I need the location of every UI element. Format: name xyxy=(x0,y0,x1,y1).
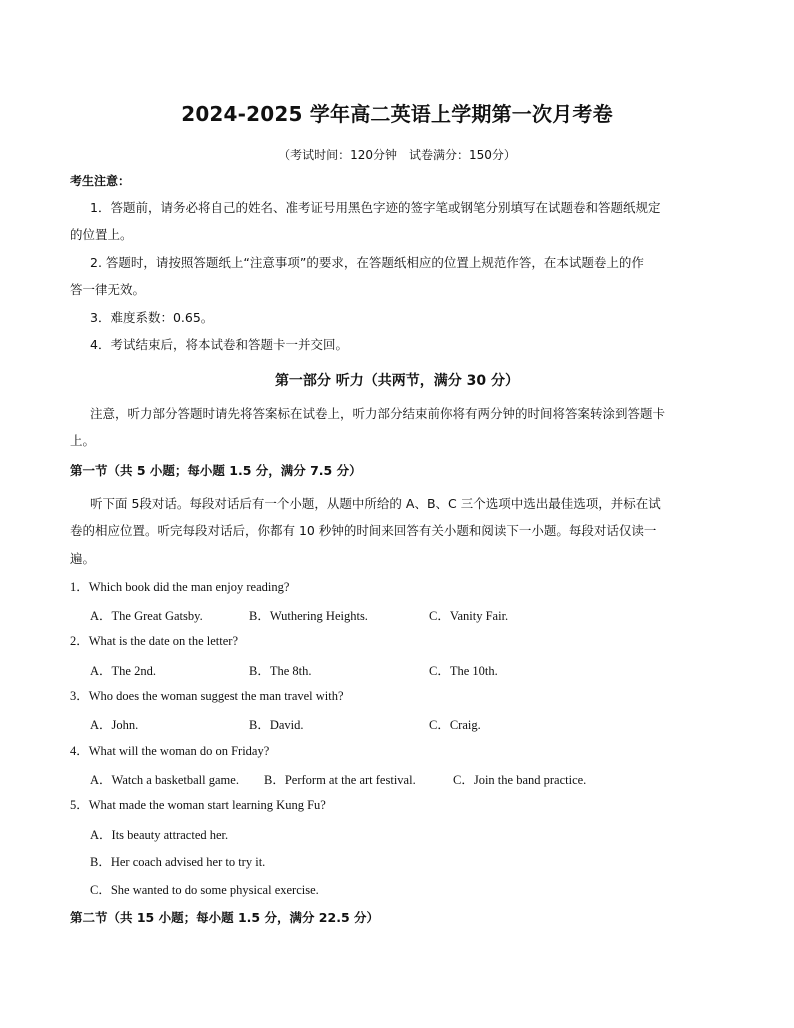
section1-instr-line1: 听下面 5段对话。每段对话后有一个小题，从题中所给的 A、B、C 三个选项中选出最佳选项，并标在试 xyxy=(90,496,661,511)
question-4-option-b: B．Perform at the art festival. xyxy=(264,773,416,787)
question-2-stem: 2．What is the date on the letter? xyxy=(70,634,238,648)
part1-note-line1: 注意，听力部分答题时请先将答案标在试卷上，听力部分结束前你将有两分钟的时间将答案转涂到答题卡 xyxy=(90,406,666,421)
notice-3: 3．难度系数：0.65。 xyxy=(90,310,214,325)
question-2-option-b: B．The 8th. xyxy=(249,664,312,678)
question-5-stem: 5．What made the woman start learning Kung Fu? xyxy=(70,798,326,812)
part1-heading: 第一部分 听力（共两节，满分 30 分） xyxy=(274,373,520,389)
question-4-option-a: A．Watch a basketball game. xyxy=(90,773,239,787)
question-5-option-a: A．Its beauty attracted her. xyxy=(90,828,229,842)
section1-heading: 第一节（共 5 小题；每小题 1.5 分，满分 7.5 分） xyxy=(70,463,362,478)
notice-1-line1: 1．答题前，请务必将自己的姓名、准考证号用黑色字迹的签字笔或钢笔分别填写在试题卷和答题纸规定 xyxy=(90,200,661,215)
question-1-option-b: B．Wuthering Heights. xyxy=(249,609,368,623)
question-1-option-c: C．Vanity Fair. xyxy=(429,609,509,623)
notice-1-line2: 的位置上。 xyxy=(70,227,133,242)
section1-instr-line3: 遍。 xyxy=(70,551,96,566)
question-2-option-a: A．The 2nd. xyxy=(90,664,156,678)
exam-info: （考试时间：120分钟 试卷满分：150分） xyxy=(278,148,516,162)
question-5-option-c: C．She wanted to do some physical exercise. xyxy=(90,883,319,897)
notice-4: 4．考试结束后，将本试卷和答题卡一并交回。 xyxy=(90,337,348,352)
question-5-option-b: B．Her coach advised her to try it. xyxy=(90,855,266,869)
question-3-option-a: A．John. xyxy=(90,718,139,732)
question-3-option-c: C．Craig. xyxy=(429,718,481,732)
section2-heading: 第二节（共 15 小题；每小题 1.5 分，满分 22.5 分） xyxy=(70,910,379,925)
page-title: 2024-2025 学年高二英语上学期第一次月考卷 xyxy=(181,102,613,126)
section1-instr-line2: 卷的相应位置。听完每段对话后，你都有 10 秒钟的时间来回答有关小题和阅读下一小题。每段对话仅读一 xyxy=(70,523,657,538)
question-3-stem: 3．Who does the woman suggest the man travel with? xyxy=(70,689,344,703)
notice-heading: 考生注意： xyxy=(70,174,131,188)
question-1-option-a: A．The Great Gatsby. xyxy=(90,609,203,623)
question-3-option-b: B．David. xyxy=(249,718,304,732)
question-1-stem: 1．Which book did the man enjoy reading? xyxy=(70,580,290,594)
question-4-option-c: C．Join the band practice. xyxy=(453,773,587,787)
part1-note-line2: 上。 xyxy=(70,433,96,448)
notice-2-line1: 2. 答题时，请按照答题纸上“注意事项”的要求，在答题纸相应的位置上规范作答，在本试题卷上的作 xyxy=(90,255,644,270)
question-4-stem: 4．What will the woman do on Friday? xyxy=(70,744,270,758)
notice-2-line2: 答一律无效。 xyxy=(70,282,146,297)
question-2-option-c: C．The 10th. xyxy=(429,664,498,678)
